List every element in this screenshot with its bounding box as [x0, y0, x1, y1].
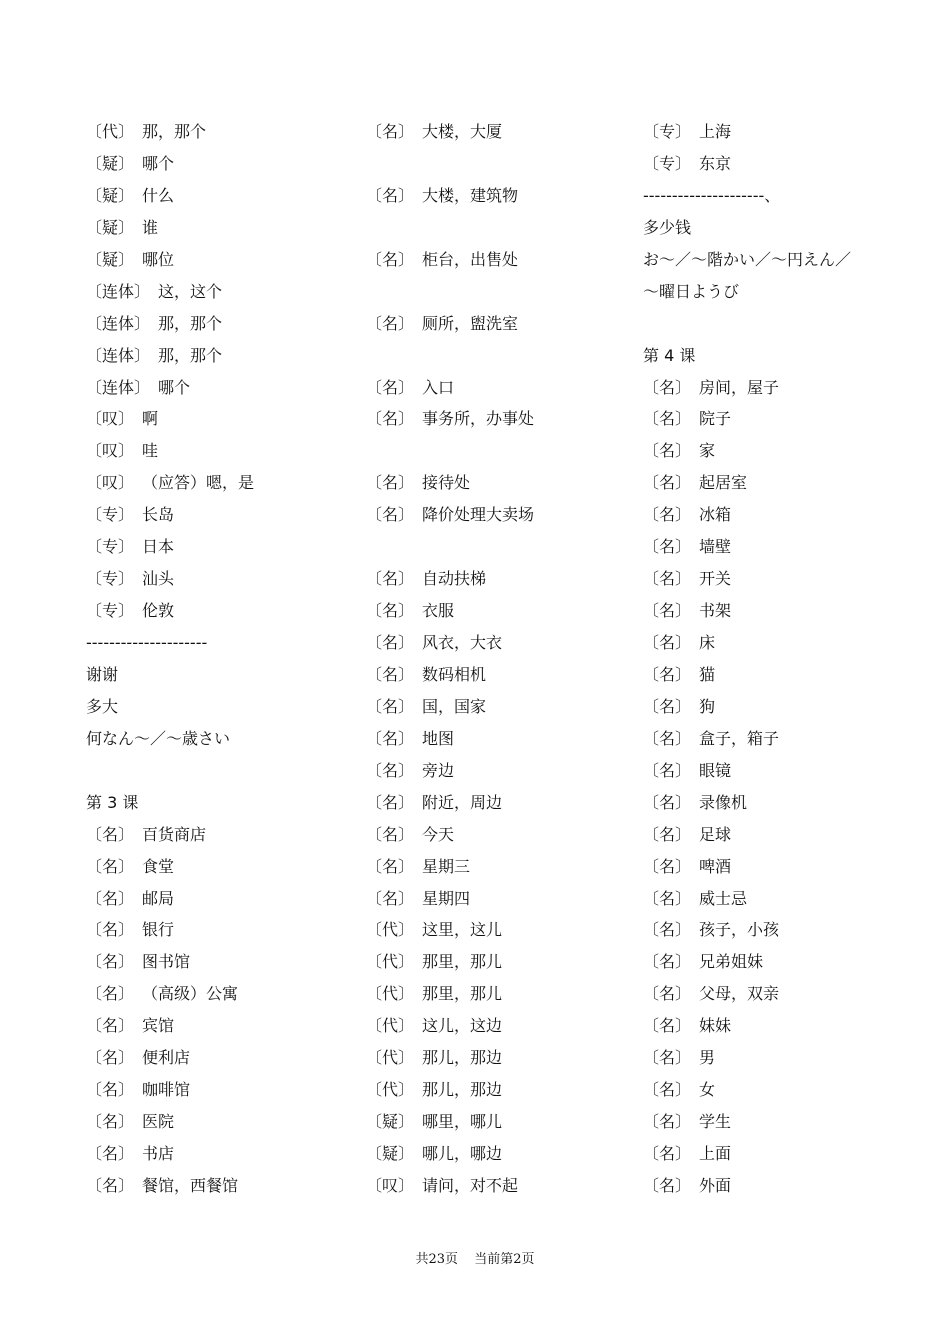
- vocab-line: [643, 595, 923, 627]
- vocab-line: [86, 851, 356, 883]
- page-total: 共23页: [415, 1252, 459, 1267]
- word-class-tag: 〔名〕: [643, 952, 692, 972]
- vocab-line: [366, 531, 636, 563]
- vocab-line: [366, 212, 636, 244]
- vocab-meaning: 眼镜: [699, 760, 732, 780]
- vocab-line: [643, 308, 923, 340]
- vocab-line: [86, 627, 356, 659]
- vocab-line: [643, 372, 923, 404]
- vocab-line: [643, 276, 923, 308]
- word-class-tag: 〔叹〕: [366, 1175, 415, 1195]
- vocab-line: [366, 1042, 636, 1074]
- vocab-line: [366, 563, 636, 595]
- vocab-line: [366, 340, 636, 372]
- vocab-meaning: 汕头: [142, 569, 175, 589]
- vocab-line: [643, 1010, 923, 1042]
- word-class-tag: 〔名〕: [643, 569, 692, 589]
- vocab-meaning: 孩子，小孩: [699, 920, 780, 940]
- vocab-line: [86, 340, 356, 372]
- word-class-tag: 〔名〕: [86, 1080, 135, 1100]
- vocab-line: [643, 435, 923, 467]
- vocab-line: [643, 1106, 923, 1138]
- vocab-meaning: 猫: [699, 664, 716, 684]
- vocab-meaning: 哇: [142, 441, 159, 461]
- vocab-line: [86, 244, 356, 276]
- word-class-tag: 〔名〕: [643, 601, 692, 621]
- vocab-meaning: 那，那个: [158, 345, 223, 365]
- word-class-tag: 〔名〕: [643, 441, 692, 461]
- vocab-line: [366, 1106, 636, 1138]
- word-class-tag: 〔名〕: [366, 824, 415, 844]
- vocab-line: [643, 148, 923, 180]
- vocab-line: [86, 595, 356, 627]
- vocab-meaning: 国，国家: [422, 696, 487, 716]
- vocab-line: [366, 691, 636, 723]
- word-class-tag: 〔疑〕: [86, 153, 135, 173]
- word-class-tag: 〔叹〕: [86, 441, 135, 461]
- vocab-line: [86, 1106, 356, 1138]
- vocab-meaning: 哪个: [158, 377, 191, 397]
- vocab-line: [643, 787, 923, 819]
- page-current: 当前第2页: [474, 1252, 535, 1267]
- vocab-line: [366, 787, 636, 819]
- word-class-tag: 〔名〕: [86, 1112, 135, 1132]
- vocab-meaning: 书架: [699, 601, 732, 621]
- vocab-line: [366, 1138, 636, 1170]
- word-class-tag: 〔代〕: [366, 1080, 415, 1100]
- vocab-meaning: 附近，周边: [422, 792, 503, 812]
- word-class-tag: 〔名〕: [366, 569, 415, 589]
- word-class-tag: 〔代〕: [366, 1016, 415, 1036]
- word-class-tag: 〔代〕: [366, 952, 415, 972]
- vocab-meaning: 柜台，出售处: [422, 249, 519, 269]
- vocab-line: [643, 116, 923, 148]
- vocab-line: [86, 435, 356, 467]
- word-class-tag: 〔疑〕: [86, 185, 135, 205]
- vocab-line: [643, 819, 923, 851]
- vocab-meaning: 请问，对不起: [422, 1175, 519, 1195]
- vocab-line: [366, 116, 636, 148]
- word-class-tag: 〔连体〕: [86, 281, 151, 301]
- word-class-tag: 〔专〕: [643, 153, 692, 173]
- vocab-meaning: 威士忌: [699, 888, 748, 908]
- word-class-tag: 〔疑〕: [86, 249, 135, 269]
- vocab-meaning: 大楼，大厦: [422, 122, 503, 141]
- vocab-meaning: 接待处: [422, 473, 471, 493]
- word-class-tag: 〔叹〕: [86, 473, 135, 493]
- word-class-tag: 〔名〕: [366, 856, 415, 876]
- word-class-tag: 〔代〕: [366, 984, 415, 1004]
- word-class-tag: 〔名〕: [366, 122, 415, 141]
- vocab-line: [366, 148, 636, 180]
- vocab-meaning: 上面: [699, 1144, 732, 1163]
- word-class-tag: 〔连体〕: [86, 377, 151, 397]
- word-class-tag: 〔代〕: [366, 1048, 415, 1068]
- word-class-tag: 〔名〕: [366, 601, 415, 621]
- word-class-tag: 〔名〕: [643, 888, 692, 908]
- word-class-tag: 〔名〕: [366, 473, 415, 493]
- word-class-tag: 〔名〕: [366, 696, 415, 716]
- vocab-column-2: [366, 116, 636, 1202]
- vocab-meaning: 今天: [422, 824, 455, 844]
- word-class-tag: 〔疑〕: [86, 217, 135, 237]
- vocab-meaning: 东京: [699, 153, 732, 173]
- vocab-meaning: 院子: [699, 409, 732, 429]
- vocab-meaning: お～／～階かい／～円えん／: [643, 249, 852, 269]
- vocab-line: [366, 372, 636, 404]
- vocab-column-1: [86, 116, 356, 1202]
- word-class-tag: 〔名〕: [643, 760, 692, 780]
- vocab-meaning: 开关: [699, 569, 732, 589]
- word-class-tag: 〔名〕: [643, 377, 692, 397]
- vocab-line: [366, 467, 636, 499]
- vocab-meaning: 盒子，箱子: [699, 728, 780, 748]
- word-class-tag: 〔叹〕: [86, 409, 135, 429]
- vocab-meaning: 降价处理大卖场: [422, 505, 535, 525]
- vocab-meaning: 伦敦: [142, 601, 175, 621]
- vocab-line: [86, 116, 356, 148]
- vocab-meaning: 父母，双亲: [699, 984, 780, 1004]
- vocab-line: [366, 595, 636, 627]
- vocab-line: [86, 659, 356, 691]
- vocab-meaning: ---------------------: [86, 633, 208, 652]
- vocab-line: [86, 467, 356, 499]
- word-class-tag: 〔名〕: [643, 1048, 692, 1068]
- vocab-line: [643, 691, 923, 723]
- vocab-meaning: 餐馆，西餐馆: [142, 1175, 239, 1195]
- vocab-meaning: 哪儿，哪边: [422, 1144, 503, 1163]
- vocab-meaning: 谢谢: [86, 664, 119, 684]
- vocab-meaning: 妹妹: [699, 1016, 732, 1036]
- vocab-line: [366, 978, 636, 1010]
- vocab-line: [643, 755, 923, 787]
- vocab-line: [643, 978, 923, 1010]
- vocab-meaning: 男: [699, 1048, 716, 1068]
- vocab-line: [643, 1074, 923, 1106]
- vocab-line: [366, 435, 636, 467]
- vocab-line: [86, 883, 356, 915]
- vocab-meaning: 哪位: [142, 249, 175, 269]
- word-class-tag: 〔疑〕: [366, 1144, 415, 1163]
- word-class-tag: 〔连体〕: [86, 313, 151, 333]
- vocab-line: [643, 914, 923, 946]
- vocab-line: [86, 372, 356, 404]
- word-class-tag: 〔名〕: [643, 473, 692, 493]
- vocab-line: [643, 180, 923, 212]
- word-class-tag: 〔名〕: [643, 1144, 692, 1163]
- vocab-meaning: 谁: [142, 217, 159, 237]
- word-class-tag: 〔名〕: [86, 1144, 135, 1163]
- vocab-meaning: 事务所，办事处: [422, 409, 535, 429]
- word-class-tag: 〔名〕: [643, 409, 692, 429]
- word-class-tag: 〔名〕: [643, 1175, 692, 1195]
- vocab-meaning: 哪里，哪儿: [422, 1112, 503, 1132]
- vocab-line: [86, 914, 356, 946]
- word-class-tag: 〔名〕: [366, 185, 415, 205]
- word-class-tag: 〔连体〕: [86, 345, 151, 365]
- vocab-line: [366, 659, 636, 691]
- word-class-tag: 〔专〕: [86, 569, 135, 589]
- vocab-line: [86, 723, 356, 755]
- vocab-meaning: 上海: [699, 122, 732, 141]
- vocab-meaning: 长岛: [142, 505, 175, 525]
- vocab-line: [366, 851, 636, 883]
- word-class-tag: 〔名〕: [86, 984, 135, 1004]
- word-class-tag: 〔名〕: [366, 633, 415, 652]
- vocab-line: [643, 851, 923, 883]
- vocab-meaning: 这，这个: [158, 281, 223, 301]
- vocab-line: [643, 1042, 923, 1074]
- vocab-line: [643, 627, 923, 659]
- vocab-line: [643, 883, 923, 915]
- vocab-column-3: [643, 116, 923, 1202]
- vocab-line: [366, 308, 636, 340]
- word-class-tag: 〔名〕: [86, 1048, 135, 1068]
- word-class-tag: 〔专〕: [86, 505, 135, 525]
- vocab-meaning: 冰箱: [699, 505, 732, 525]
- vocab-line: [86, 1074, 356, 1106]
- word-class-tag: 〔名〕: [366, 792, 415, 812]
- word-class-tag: 〔名〕: [86, 1175, 135, 1195]
- word-class-tag: 〔名〕: [643, 505, 692, 525]
- vocab-meaning: 那，那个: [158, 313, 223, 333]
- vocab-line: [366, 276, 636, 308]
- vocab-line: [86, 148, 356, 180]
- vocab-line: [366, 1010, 636, 1042]
- vocab-line: [86, 755, 356, 787]
- vocab-line: [366, 180, 636, 212]
- word-class-tag: 〔名〕: [643, 633, 692, 652]
- vocab-meaning: 厕所，盥洗室: [422, 313, 519, 333]
- vocab-meaning: 咖啡馆: [142, 1080, 191, 1100]
- vocab-line: [366, 723, 636, 755]
- vocab-meaning: 啤酒: [699, 856, 732, 876]
- vocab-line: [86, 276, 356, 308]
- vocab-meaning: 起居室: [699, 473, 748, 493]
- word-class-tag: 〔名〕: [366, 249, 415, 269]
- word-class-tag: 〔名〕: [366, 409, 415, 429]
- vocab-line: [86, 563, 356, 595]
- vocab-meaning: 银行: [142, 920, 175, 940]
- word-class-tag: 〔代〕: [366, 920, 415, 940]
- vocab-line: [86, 1138, 356, 1170]
- vocab-line: [366, 1074, 636, 1106]
- vocab-meaning: 学生: [699, 1112, 732, 1132]
- vocab-meaning: 那里，那儿: [422, 952, 503, 972]
- vocab-line: [643, 467, 923, 499]
- vocab-meaning: 录像机: [699, 792, 748, 812]
- vocab-line: [86, 819, 356, 851]
- vocab-meaning: 风衣，大衣: [422, 633, 503, 652]
- word-class-tag: 〔名〕: [643, 1080, 692, 1100]
- word-class-tag: 〔名〕: [366, 760, 415, 780]
- vocab-meaning: 地图: [422, 728, 455, 748]
- vocab-meaning: （应答）嗯，是: [142, 473, 255, 493]
- vocab-meaning: 家: [699, 441, 716, 461]
- vocab-line: [86, 691, 356, 723]
- word-class-tag: 〔名〕: [643, 792, 692, 812]
- word-class-tag: 〔名〕: [366, 377, 415, 397]
- word-class-tag: 〔专〕: [86, 537, 135, 557]
- vocab-line: [366, 1170, 636, 1202]
- word-class-tag: 〔名〕: [86, 888, 135, 908]
- word-class-tag: 〔名〕: [643, 824, 692, 844]
- vocab-meaning: ～曜日ようび: [643, 281, 740, 301]
- vocab-meaning: 女: [699, 1080, 716, 1100]
- vocab-line: [366, 946, 636, 978]
- word-class-tag: 〔名〕: [643, 696, 692, 716]
- word-class-tag: 〔名〕: [643, 984, 692, 1004]
- vocab-meaning: 这儿，这边: [422, 1016, 503, 1036]
- vocab-meaning: 图书馆: [142, 952, 191, 972]
- vocab-line: [86, 499, 356, 531]
- vocab-line: [86, 1010, 356, 1042]
- vocab-line: [86, 946, 356, 978]
- vocab-meaning: 哪个: [142, 153, 175, 173]
- vocab-meaning: 狗: [699, 696, 716, 716]
- vocab-meaning: 什么: [142, 185, 175, 205]
- vocab-meaning: 足球: [699, 824, 732, 844]
- vocab-line: [366, 914, 636, 946]
- vocab-line: [86, 531, 356, 563]
- vocab-meaning: 兄弟姐妹: [699, 952, 764, 972]
- word-class-tag: 〔名〕: [643, 1112, 692, 1132]
- vocab-meaning: 多少钱: [643, 217, 692, 237]
- vocab-meaning: 墙壁: [699, 537, 732, 557]
- vocab-line: [643, 946, 923, 978]
- vocab-line: [643, 403, 923, 435]
- vocab-meaning: 多大: [86, 696, 119, 716]
- word-class-tag: 〔名〕: [86, 824, 135, 844]
- vocab-line: [366, 755, 636, 787]
- vocab-meaning: （高级）公寓: [142, 984, 239, 1004]
- vocab-meaning: 宾馆: [142, 1016, 175, 1036]
- word-class-tag: 〔专〕: [643, 122, 692, 141]
- word-class-tag: 〔名〕: [366, 728, 415, 748]
- vocab-line: [366, 403, 636, 435]
- vocab-meaning: 数码相机: [422, 664, 487, 684]
- word-class-tag: 〔代〕: [86, 122, 135, 141]
- vocab-line: [86, 787, 356, 819]
- vocab-line: [86, 212, 356, 244]
- vocab-meaning: 邮局: [142, 888, 175, 908]
- word-class-tag: 〔名〕: [86, 952, 135, 972]
- vocab-meaning: 日本: [142, 537, 175, 557]
- word-class-tag: 〔名〕: [643, 728, 692, 748]
- word-class-tag: 〔名〕: [366, 505, 415, 525]
- vocab-line: [643, 563, 923, 595]
- vocab-line: [643, 531, 923, 563]
- vocab-meaning: 书店: [142, 1144, 175, 1163]
- vocab-line: [366, 499, 636, 531]
- vocab-line: [86, 1170, 356, 1202]
- vocab-meaning: 旁边: [422, 760, 455, 780]
- word-class-tag: 〔疑〕: [366, 1112, 415, 1132]
- vocab-meaning: 那，那个: [142, 122, 207, 141]
- vocab-line: [366, 883, 636, 915]
- vocab-line: [643, 1138, 923, 1170]
- vocab-line: [86, 180, 356, 212]
- vocab-line: [86, 403, 356, 435]
- vocab-meaning: 那儿，那边: [422, 1080, 503, 1100]
- vocab-meaning: 医院: [142, 1112, 175, 1132]
- word-class-tag: 〔名〕: [643, 1016, 692, 1036]
- vocab-meaning: 百货商店: [142, 824, 207, 844]
- vocab-meaning: 第 3 课: [86, 792, 139, 812]
- vocab-meaning: 大楼，建筑物: [422, 185, 519, 205]
- vocab-meaning: 衣服: [422, 601, 455, 621]
- vocab-line: [86, 1042, 356, 1074]
- word-class-tag: 〔名〕: [643, 920, 692, 940]
- vocab-line: [643, 212, 923, 244]
- vocab-meaning: 啊: [142, 409, 159, 429]
- vocab-line: [643, 1170, 923, 1202]
- vocab-meaning: 食堂: [142, 856, 175, 876]
- vocab-meaning: 入口: [422, 377, 455, 397]
- vocab-meaning: 那儿，那边: [422, 1048, 503, 1068]
- word-class-tag: 〔名〕: [86, 1016, 135, 1036]
- vocab-line: [366, 819, 636, 851]
- vocab-meaning: 那里，那儿: [422, 984, 503, 1004]
- vocab-line: [366, 244, 636, 276]
- vocab-meaning: 何なん～／～歳さい: [86, 728, 231, 748]
- vocab-meaning: 自动扶梯: [422, 569, 487, 589]
- word-class-tag: 〔名〕: [86, 856, 135, 876]
- vocab-meaning: 第 4 课: [643, 345, 696, 365]
- vocab-line: [643, 723, 923, 755]
- vocab-line: [643, 499, 923, 531]
- page-footer: [0, 1248, 950, 1267]
- vocab-meaning: 星期四: [422, 888, 471, 908]
- vocab-meaning: 便利店: [142, 1048, 191, 1068]
- word-class-tag: 〔名〕: [643, 537, 692, 557]
- word-class-tag: 〔专〕: [86, 601, 135, 621]
- vocab-line: [643, 340, 923, 372]
- vocab-meaning: ---------------------、: [643, 185, 781, 205]
- vocab-line: [643, 244, 923, 276]
- vocab-line: [643, 659, 923, 691]
- word-class-tag: 〔名〕: [643, 664, 692, 684]
- word-class-tag: 〔名〕: [643, 856, 692, 876]
- vocab-line: [86, 978, 356, 1010]
- vocab-meaning: 这里，这儿: [422, 920, 503, 940]
- word-class-tag: 〔名〕: [366, 664, 415, 684]
- vocab-meaning: 星期三: [422, 856, 471, 876]
- word-class-tag: 〔名〕: [86, 920, 135, 940]
- word-class-tag: 〔名〕: [366, 313, 415, 333]
- vocab-meaning: 床: [699, 633, 716, 652]
- vocab-meaning: 房间，屋子: [699, 377, 780, 397]
- vocab-line: [366, 627, 636, 659]
- word-class-tag: 〔名〕: [366, 888, 415, 908]
- vocab-line: [86, 308, 356, 340]
- vocab-meaning: 外面: [699, 1175, 732, 1195]
